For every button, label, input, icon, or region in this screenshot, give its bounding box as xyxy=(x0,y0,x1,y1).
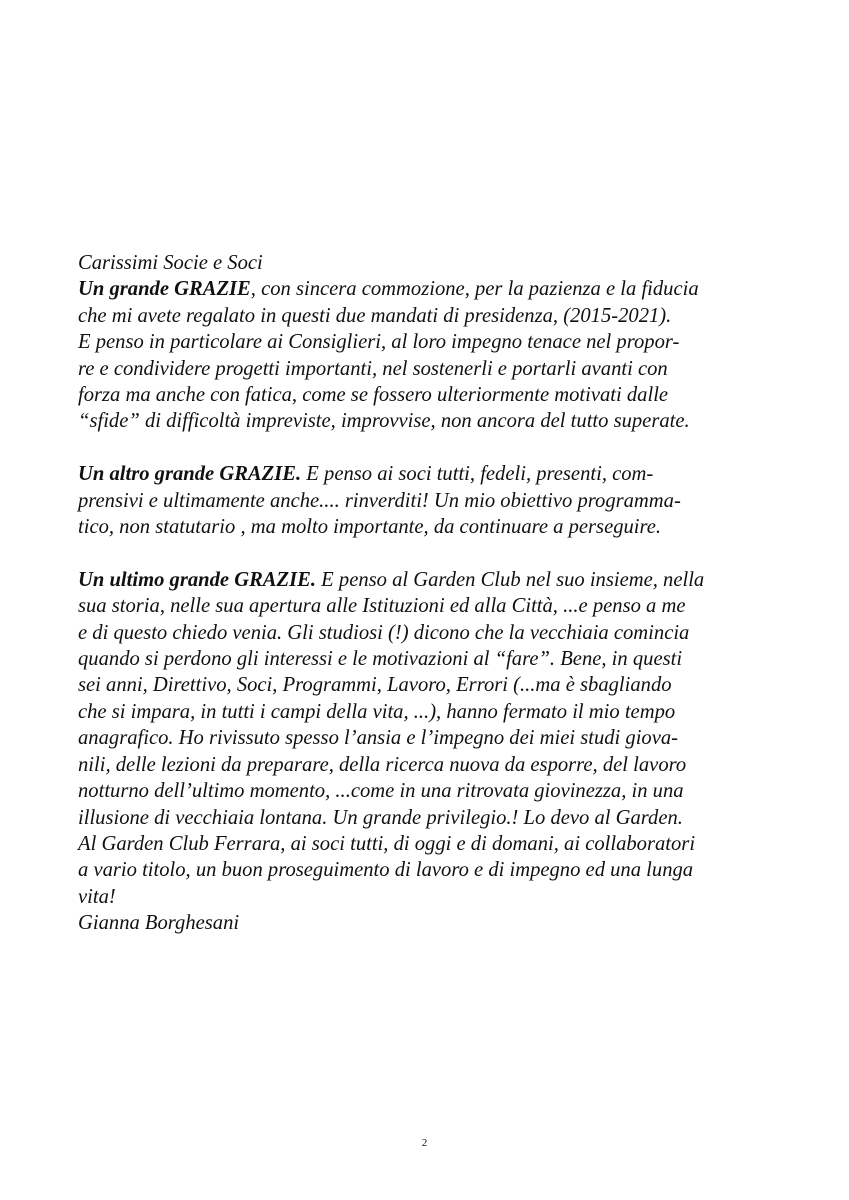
paragraph-1-line-5: forza ma anche con fatica, come se fossero ulteriormente motivati dalle xyxy=(78,384,669,407)
paragraph-1-line-1 xyxy=(78,276,778,302)
paragraph-2-line-2: prensivi e ultimamente anche.... rinverditi! Un mio obiettivo programma- xyxy=(78,489,681,512)
thanks-heading-2: Un altro grande GRAZIE. xyxy=(78,463,302,486)
paragraph-3-line-1-text: E penso al Garden Club nel suo insieme, nella xyxy=(316,568,705,591)
paragraph-2-line-1-text: E penso ai soci tutti, fedeli, presenti, com- xyxy=(301,463,654,486)
paragraph-gap xyxy=(78,435,778,461)
paragraph-3-line-10: illusione di vecchiaia lontana. Un grande privilegio.! Lo devo al Garden. xyxy=(78,806,683,829)
paragraph-1-line-6: “sfide” di difficoltà impreviste, improvvise, non ancora del tutto superate. xyxy=(78,410,690,433)
paragraph-3-line-9: notturno dell’ultimo momento, ...come in una ritrovata giovinezza, in una xyxy=(78,780,684,803)
page-number: 2 xyxy=(421,1137,428,1149)
letter-body xyxy=(78,250,778,937)
paragraph-3-line-5: sei anni, Direttivo, Soci, Programmi, Lavoro, Errori (...ma è sbagliando xyxy=(78,674,672,697)
paragraph-1-line-3: E penso in particolare ai Consiglieri, al loro impegno tenace nel propor- xyxy=(78,331,680,354)
paragraph-3-line-8: nili, delle lezioni da preparare, della ricerca nuova da esporre, del lavoro xyxy=(78,753,687,776)
thanks-heading-3: Un ultimo grande GRAZIE. xyxy=(78,568,317,591)
paragraph-1-line-2: che mi avete regalato in questi due mandati di presidenza, (2015-2021). xyxy=(78,304,672,327)
paragraph-3-line-4: quando si perdono gli interessi e le motivazioni al “fare”. Bene, in questi xyxy=(78,648,683,671)
paragraph-3-line-7: anagrafico. Ho rivissuto spesso l’ansia e l’impegno dei miei studi giova- xyxy=(78,727,679,750)
paragraph-2-line-3: tico, non statutario , ma molto importante, da continuare a perseguire. xyxy=(78,516,662,539)
paragraph-3-line-11: Al Garden Club Ferrara, ai soci tutti, di oggi e di domani, ai collaboratori xyxy=(78,832,696,855)
paragraph-1-line-4: re e condividere progetti importanti, nel sostenerli e portarli avanti con xyxy=(78,357,668,380)
paragraph-3-line-12: a vario titolo, un buon proseguimento di lavoro e di impegno ed una lunga xyxy=(78,859,694,882)
signature: Gianna Borghesani xyxy=(78,912,240,935)
paragraph-3-line-13: vita! xyxy=(78,885,116,908)
paragraph-3-line-6: che si impara, in tutti i campi della vita, ...), hanno fermato il mio tempo xyxy=(78,700,676,723)
paragraph-1-line-1-text: , con sincera commozione, per la pazienza e la fiducia xyxy=(250,278,699,301)
paragraph-3-line-3: e di questo chiedo venia. Gli studiosi (!) dicono che la vecchiaia comincia xyxy=(78,621,690,644)
paragraph-3-line-2: sua storia, nelle sua apertura alle Istituzioni ed alla Città, ...e penso a me xyxy=(78,595,686,618)
paragraph-3-line-1 xyxy=(78,567,778,593)
thanks-heading-1: Un grande GRAZIE xyxy=(78,278,251,301)
greeting: Carissimi Socie e Soci xyxy=(78,252,263,274)
paragraph-2-line-1 xyxy=(78,461,778,487)
paragraph-gap xyxy=(78,540,778,566)
